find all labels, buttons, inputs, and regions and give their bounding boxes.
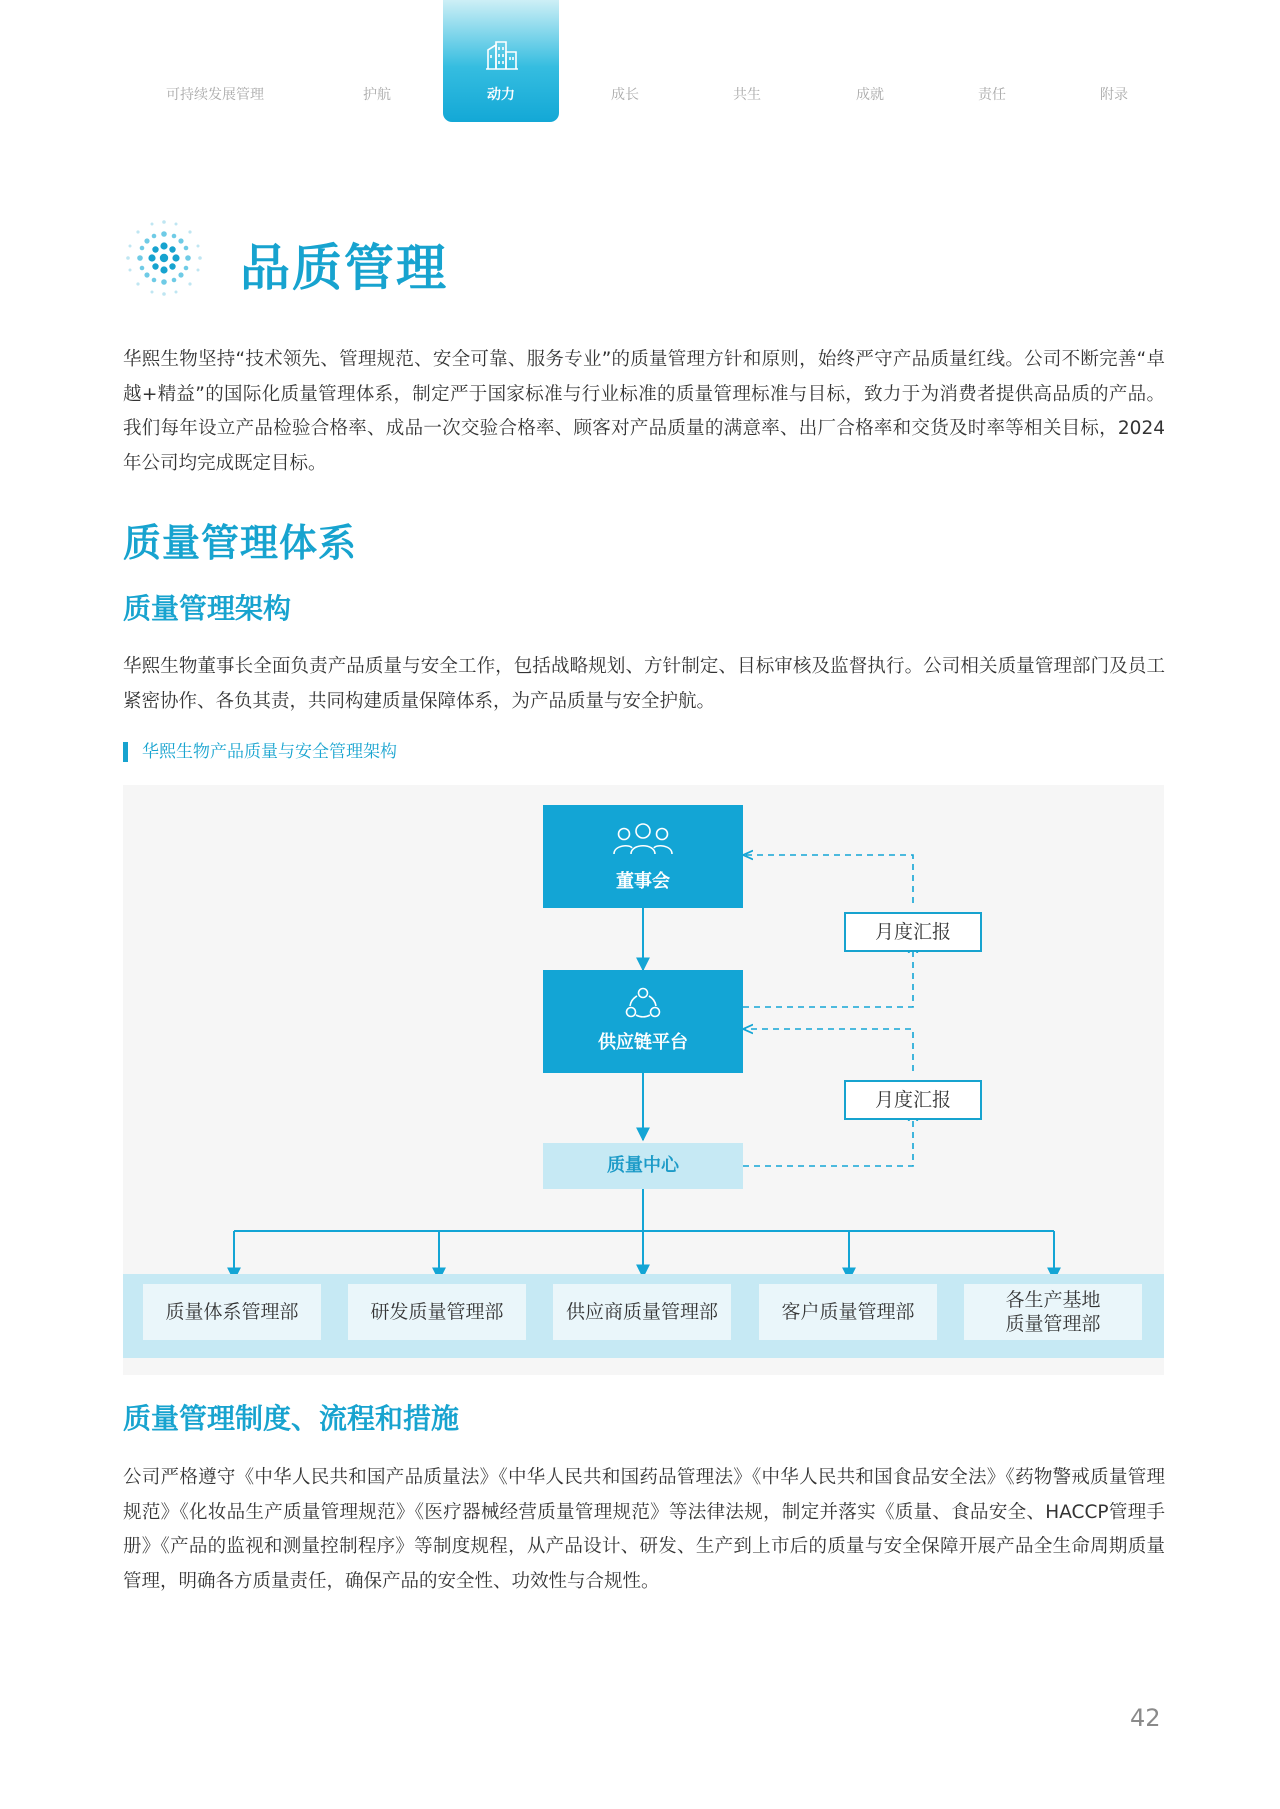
node-supply-platform-label: 供应链平台 (598, 1032, 688, 1053)
monthly-report-box-lower: 月度汇报 (844, 1080, 982, 1120)
nav-tab-growth[interactable]: 成长 (611, 87, 639, 103)
dept-customer-quality: 客户质量管理部 (759, 1284, 937, 1340)
top-navigation (0, 0, 1280, 125)
systems-paragraph: 公司严格遵守《中华人民共和国产品质量法》《中华人民共和国药品管理法》《中华人民共和国食品安全法》《药物警戒质量管理规范》《化妆品生产质量管理规范》《医疗器械经营质量管理规范》等法律法规，制定并落实《质量、食品安全、HACCP管理手册》《产品的监视和测量控制程序》等制度规程，从产品设计、研发、生产到上市后的质量与安全保障开展产品全生命周期质量管理，明确各方质量责任，确保产品的安全性、功效性与合规性。 (123, 1467, 1165, 1592)
subsection-title-systems: 质量管理制度、流程和措施 (123, 1402, 460, 1435)
nav-tab-appendix[interactable]: 附录 (1100, 87, 1128, 103)
nav-tab-momentum-active[interactable] (443, 0, 559, 122)
monthly-report-box-upper: 月度汇报 (844, 912, 982, 952)
page-title: 品质管理 (240, 239, 448, 297)
dept-supplier-quality: 供应商质量管理部 (553, 1284, 731, 1340)
structure-paragraph: 华熙生物董事长全面负责产品质量与安全工作，包括战略规划、方针制定、目标审核及监督执行。公司相关质量管理部门及员工紧密协作、各负其责，共同构建质量保障体系，为产品质量与安全护航。 (123, 656, 1165, 712)
section-title: 质量管理体系 (123, 521, 358, 565)
dot-pattern-icon (120, 214, 208, 302)
nav-tab-label: 动力 (487, 87, 515, 103)
node-supply-platform (543, 970, 743, 1073)
dept-quality-system: 质量体系管理部 (143, 1284, 321, 1340)
org-structure-diagram (123, 785, 1164, 1375)
people-group-icon (610, 821, 676, 855)
intro-paragraph: 华熙生物坚持“技术领先、管理规范、安全可靠、服务专业”的质量管理方针和原则，始终严守产品质量红线。公司不断完善“卓越+精益”的国际化质量管理体系，制定严于国家标准与行业标准的质量管理标准与目标，致力于为消费者提供高品质的产品。我们每年设立产品检验合格率、成品一次交验合格率、顾客对产品质量的满意率、出厂合格率和交货及时率等相关目标，2024年公司均完成既定目标。 (123, 349, 1165, 474)
page-number: 42 (1130, 1704, 1161, 1732)
node-quality-center: 质量中心 (543, 1143, 743, 1189)
buildings-icon (485, 38, 519, 72)
diagram-caption: 华熙生物产品质量与安全管理架构 (123, 742, 397, 762)
cycle-network-icon (623, 986, 663, 1020)
nav-tab-achievement[interactable]: 成就 (856, 87, 884, 103)
node-board (543, 805, 743, 908)
dept-rd-quality: 研发质量管理部 (348, 1284, 526, 1340)
dept-production-bases-quality: 各生产基地 质量管理部 (964, 1284, 1142, 1340)
nav-tab-responsibility[interactable]: 责任 (978, 87, 1006, 103)
node-board-label: 董事会 (616, 871, 670, 892)
nav-tab-symbiosis[interactable]: 共生 (733, 87, 761, 103)
nav-tab-sustainability[interactable]: 可持续发展管理 (166, 87, 264, 103)
subsection-title-structure: 质量管理架构 (123, 592, 292, 625)
nav-tab-protection[interactable]: 护航 (363, 87, 391, 103)
